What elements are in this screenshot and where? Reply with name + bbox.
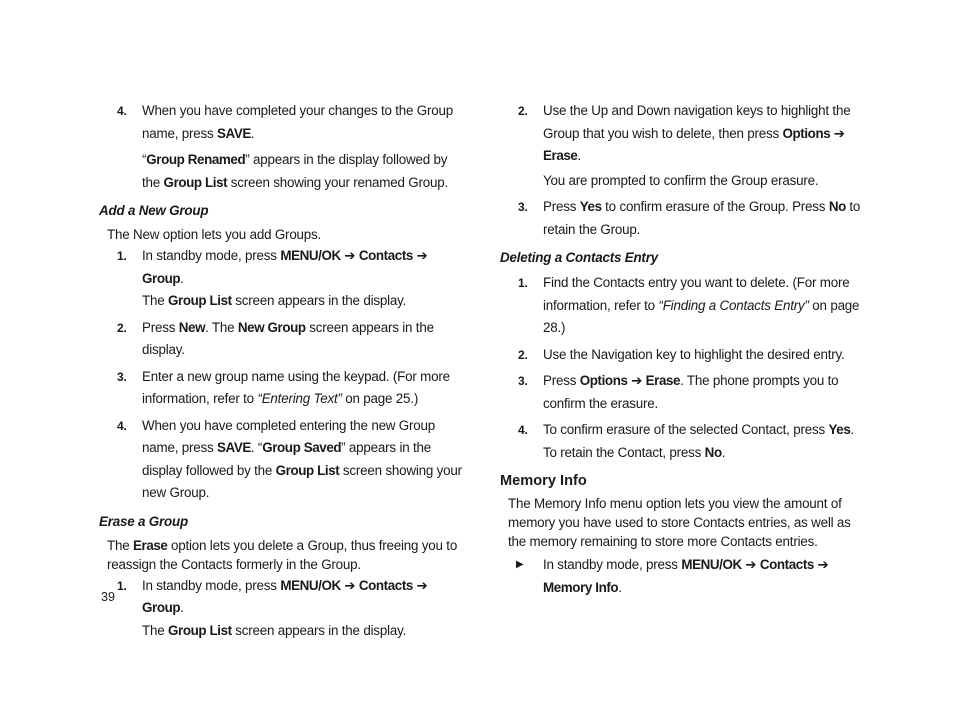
memory-info-step: ▶ In standby mode, press MENU/OK ➔ Contacts ➔ Memory Info. (500, 554, 868, 599)
erase-step-2: 2. Use the Up and Down navigation keys to highlight the Group that you wish to delete, then press Options ➔ Erase. (518, 103, 851, 163)
save-key-label: SAVE (217, 125, 251, 141)
heading-erase-group: Erase a Group (99, 513, 188, 529)
add-group-intro: The New option lets you add Groups. (107, 227, 322, 242)
step-4-rename-group: 4. When you have completed your changes to the Group name, press SAVE. (99, 100, 465, 145)
add-step-2: 2. Press New. The New Group screen appears in the display. (117, 319, 434, 357)
add-step-3: 3. Enter a new group name using the keypad. (For more information, refer to “Entering Text” on page 25.) (117, 368, 450, 406)
arrow-icon: ➔ (631, 373, 643, 388)
memory-info-intro: The Memory Info menu option lets you view the amount of memory you have used to store Contacts entries, as well as the memory remaining to store more Contacts entries. (508, 496, 851, 549)
cross-reference: “Finding a Contacts Entry” (658, 297, 809, 313)
arrow-icon: ➔ (344, 577, 356, 593)
delete-step-4: 4. To confirm erasure of the selected Contact, press Yes. To retain the Contact, press No. (518, 422, 854, 460)
add-step-1: 1. In standby mode, press MENU/OK ➔ Contacts ➔ Group. The Group List screen appears in the display. (117, 248, 428, 308)
add-step-4: 4. When you have completed entering the new Group name, press SAVE. “Group Saved” appears in the display followed by the Group List screen showing your new Group. (117, 417, 462, 500)
erase-step-1: 1. In standby mode, press MENU/OK ➔ Contacts ➔ Group. The Group List screen appears in the display. (117, 577, 428, 638)
erase-step-2-result: You are prompted to confirm the Group erasure. (543, 172, 819, 188)
delete-step-1: 1. Find the Contacts entry you want to delete. (For more information, refer to “Finding a Contacts Entry” on page 28.) (518, 275, 860, 335)
step-number: 4. (117, 104, 127, 118)
arrow-icon: ➔ (817, 557, 829, 572)
arrow-icon: ➔ (344, 248, 356, 263)
page-number: 39 (101, 590, 115, 604)
erase-step-3: 3. Press Yes to confirm erasure of the Group. Press No to retain the Group. (518, 199, 861, 237)
heading-add-new-group: Add a New Group (99, 203, 209, 218)
arrow-icon: ➔ (416, 248, 428, 263)
heading-memory-info: Memory Info (500, 473, 587, 489)
right-column (500, 100, 868, 599)
arrow-icon: ➔ (416, 577, 428, 593)
erase-group-intro: The Erase option lets you delete a Group, thus freeing you to reassign the Contacts formerly in the Group. (107, 537, 458, 572)
heading-deleting-contacts-entry: Deleting a Contacts Entry (500, 250, 658, 265)
arrow-icon: ➔ (745, 557, 757, 572)
delete-step-2: 2. Use the Navigation key to highlight the desired entry. (518, 346, 845, 362)
right-triangle-bullet-icon: ▶ (516, 559, 524, 570)
cross-reference: “Entering Text” (257, 391, 342, 406)
delete-step-3: 3. Press Options ➔ Erase. The phone prompts you to confirm the erasure. (518, 373, 839, 411)
arrow-icon: ➔ (833, 125, 845, 141)
left-column (99, 100, 465, 642)
step-4-result: “Group Renamed” appears in the display followed by the Group List screen showing your renamed Group. (142, 152, 449, 190)
